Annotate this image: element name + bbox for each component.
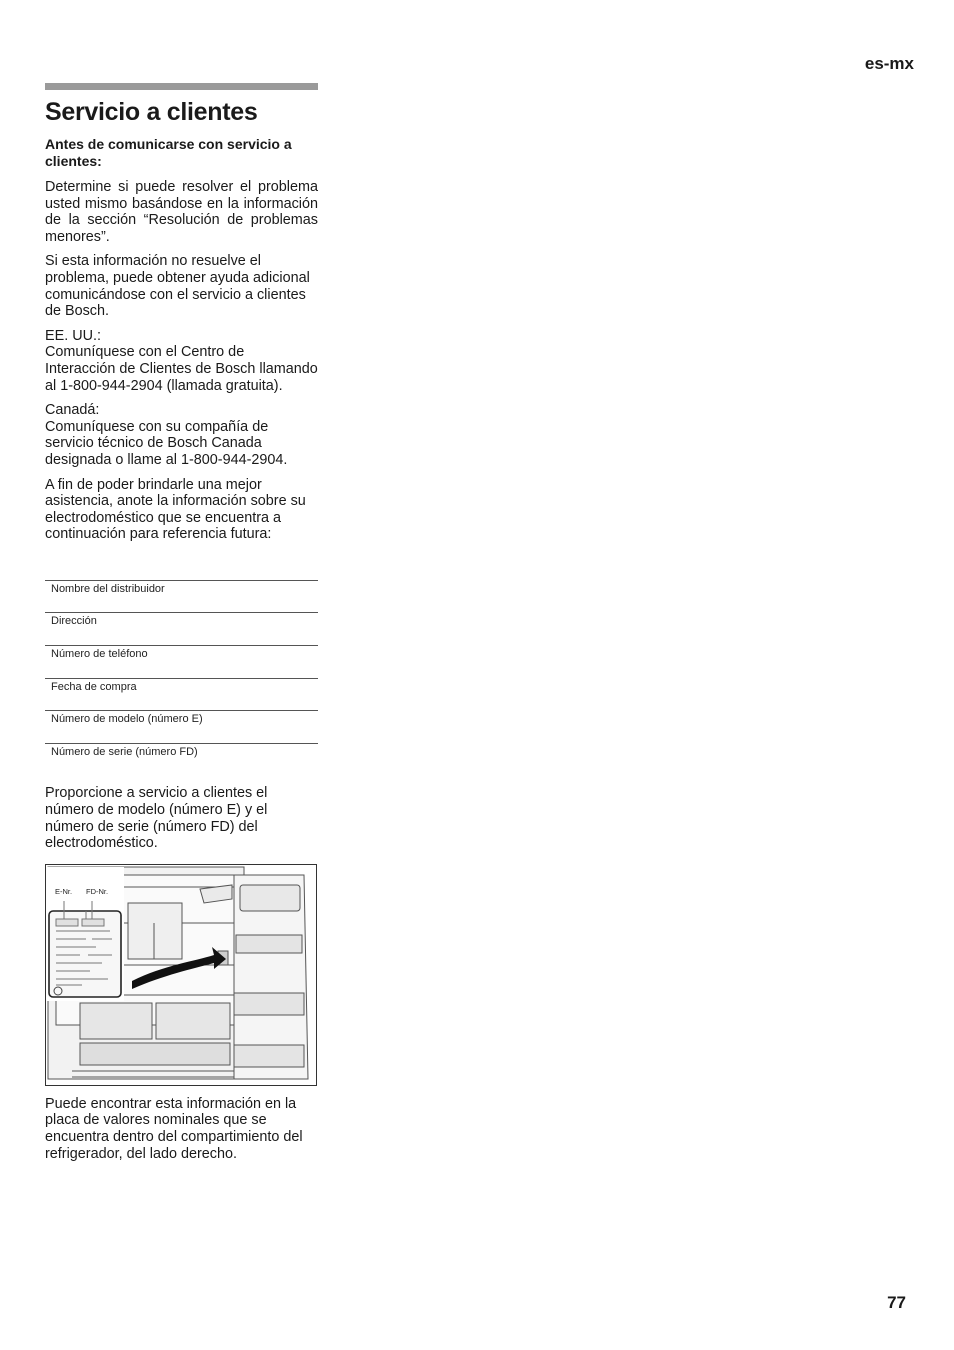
- paragraph-usa: [45, 328, 318, 394]
- section-title: Servicio a clientes: [45, 98, 258, 126]
- usa-text: Comuníquese con el Centro de Interacción de Clientes de Bosch llamando al 1-800-944-2904 (llamada gratuita).: [45, 344, 318, 394]
- canada-text: Comuníquese con su compañía de servicio técnico de Bosch Canada designada o llame al 1-800-944-2904.: [45, 418, 288, 468]
- refrigerator-illustration: [46, 865, 316, 1085]
- form-label: Fecha de compra: [51, 680, 137, 693]
- customer-service-section: [45, 83, 318, 1170]
- form-label: Número de serie (número FD): [51, 745, 198, 758]
- form-label: Dirección: [51, 615, 97, 628]
- record-form: [45, 580, 318, 776]
- paragraph-resolve: Determine si puede resolver el problema usted mismo basándose en la información de la sección “Resolución de problemas menores”.: [45, 179, 318, 245]
- form-label: Nombre del distribuidor: [51, 582, 165, 595]
- canada-label: Canadá:: [45, 402, 100, 419]
- refrigerator-rating-plate-figure: [45, 864, 317, 1086]
- section-rule: [45, 83, 318, 90]
- usa-label: EE. UU.:: [45, 327, 101, 344]
- page-number: 77: [887, 1293, 906, 1312]
- form-row-phone[interactable]: [45, 645, 318, 678]
- section-subhead: Antes de comunicarse con servicio a clientes:: [45, 136, 292, 169]
- paragraph-provide: Proporcione a servicio a clientes el número de modelo (número E) y el número de serie (número FD) del electrodoméstico.: [45, 785, 268, 852]
- e-nr-label: E-Nr.: [55, 886, 73, 896]
- paragraph-record-intro: A fin de poder brindarle una mejor asistencia, anote la información sobre su electrodoméstico que se encuentra a continuación para referencia futura:: [45, 476, 306, 543]
- form-label: Número de modelo (número E): [51, 713, 203, 726]
- form-row-serial-number[interactable]: [45, 743, 318, 776]
- paragraph-canada: [45, 402, 318, 468]
- paragraph-location: Puede encontrar esta información en la placa de valores nominales que se encuentra dentro del compartimiento del refrigerador, del lado derecho.: [45, 1095, 303, 1162]
- form-row-model-number[interactable]: [45, 710, 318, 743]
- form-row-dealer[interactable]: [45, 580, 318, 613]
- form-row-address[interactable]: [45, 612, 318, 645]
- paragraph-help: Si esta información no resuelve el problema, puede obtener ayuda adicional comunicándose con el servicio a clientes de Bosch.: [45, 253, 310, 320]
- form-label: Número de teléfono: [51, 648, 148, 661]
- language-code: es-mx: [864, 54, 914, 73]
- form-row-purchase-date[interactable]: [45, 678, 318, 711]
- fd-nr-label: FD-Nr.: [86, 886, 109, 896]
